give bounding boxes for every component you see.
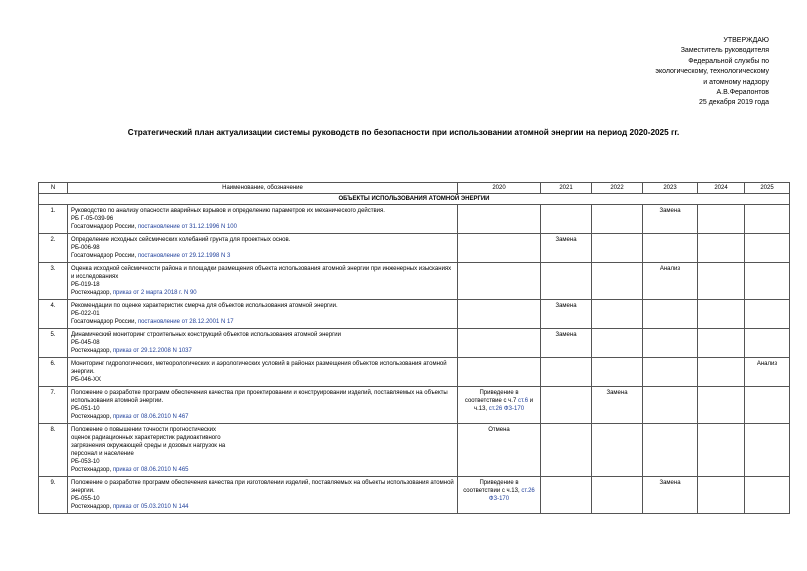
- row-name-line: РБ-019-18: [71, 282, 100, 288]
- row-source: [71, 252, 454, 260]
- cell-2022: [592, 329, 643, 358]
- cell-2020: [458, 263, 541, 300]
- cell-2023: Замена: [643, 205, 698, 234]
- approval-date: 25 декабря 2019 года: [698, 99, 769, 107]
- cell-2021: [541, 424, 592, 477]
- cell-2023: [643, 387, 698, 424]
- row-name-line: Динамический мониторинг строительных конструкций объектов использования атомной энергии: [71, 332, 341, 338]
- cell-2024: [698, 263, 745, 300]
- cell-2024: [698, 477, 745, 514]
- cell-2023: [643, 329, 698, 358]
- row-name-line: РБ-053-10: [71, 459, 100, 465]
- row-source-link[interactable]: приказ от 08.06.2010 N 467: [112, 414, 189, 420]
- cell-2023: [643, 424, 698, 477]
- cell-2021: [541, 477, 592, 514]
- col-header-num: N: [39, 183, 68, 194]
- row-source: [71, 503, 454, 511]
- cell-2021: [541, 205, 592, 234]
- row-source: [71, 318, 454, 326]
- row-name-cell: [68, 387, 458, 424]
- row-number: 2.: [39, 234, 68, 263]
- row-name-cell: [68, 234, 458, 263]
- row-name-line: РБ-051-10: [71, 406, 100, 412]
- status-text: Приведение в соответствие с ч.7: [464, 390, 519, 404]
- table-row: [39, 263, 790, 300]
- col-header-2023: 2023: [643, 183, 698, 194]
- row-name-line: Положение о разработке программ обеспечения качества при проектировании и конструировании изделий, поставляемых на объекты использования атомной энергии.: [71, 390, 448, 404]
- cell-2021: [541, 263, 592, 300]
- row-source-link[interactable]: постановление от 31.12.1996 N 100: [137, 224, 237, 230]
- cell-2020: [458, 205, 541, 234]
- cell-2025: [745, 234, 790, 263]
- row-source-link[interactable]: постановление от 29.12.1998 N 3: [137, 253, 231, 259]
- row-source-authority: Госатомнадзор России,: [71, 319, 138, 325]
- row-name-line: оценок радиационных характеристик радиоактивного: [71, 435, 221, 441]
- col-header-2025: 2025: [745, 183, 790, 194]
- approval-line: Заместитель руководителя: [680, 47, 769, 55]
- document-title: Стратегический план актуализации системы руководств по безопасности при использовании атомной энергии на период 2020-2025 гг.: [127, 128, 680, 137]
- row-name-line: РБ-022-01: [71, 311, 100, 317]
- cell-2022: Замена: [592, 387, 643, 424]
- row-source: [71, 347, 454, 355]
- row-name-line: Определение исходных сейсмических колебаний грунта для проектных основ.: [71, 237, 291, 243]
- cell-2023: Анализ: [643, 263, 698, 300]
- table-row: [39, 358, 790, 387]
- cell-2024: [698, 329, 745, 358]
- row-name-line: Положение о повышении точности прогностических: [71, 427, 217, 433]
- row-name-line: загрязнения окружающей среды и дозовых нагрузок на: [71, 443, 226, 449]
- cell-2021: [541, 387, 592, 424]
- cell-2022: [592, 424, 643, 477]
- cell-2023: Замена: [643, 477, 698, 514]
- table-row: [39, 329, 790, 358]
- row-name-line: Положение о разработке программ обеспечения качества при изготовлении изделий, поставляемых на объекты использования атомной энергии.: [71, 480, 454, 494]
- row-source-link[interactable]: приказ от 05.03.2010 N 144: [112, 504, 189, 510]
- cell-2021: Замена: [541, 329, 592, 358]
- approval-line: и атомному надзору: [703, 78, 769, 86]
- cell-2022: [592, 234, 643, 263]
- row-name-line: Оценка исходной сейсмичности района и площадки размещения объекта использования атомной энергии при инженерных изысканиях и исследованиях: [71, 266, 452, 280]
- cell-2022: [592, 263, 643, 300]
- cell-2024: [698, 387, 745, 424]
- cell-2021: Замена: [541, 300, 592, 329]
- row-source-authority: Ростехнадзор,: [71, 348, 113, 354]
- status-text: Приведение в соответствии с ч.13,: [463, 480, 522, 494]
- row-source-link[interactable]: приказ от 2 марта 2018 г. N 90: [112, 290, 197, 296]
- row-name-line: персонал и население: [71, 451, 134, 457]
- approval-block: [569, 36, 769, 109]
- row-name-cell: [68, 358, 458, 387]
- cell-2025: [745, 329, 790, 358]
- col-header-2021: 2021: [541, 183, 592, 194]
- row-name-cell: [68, 205, 458, 234]
- cell-2024: [698, 205, 745, 234]
- cell-2020: Отмена: [458, 424, 541, 477]
- table-row: [39, 300, 790, 329]
- row-name-cell: [68, 424, 458, 477]
- row-source-authority: Ростехнадзор,: [71, 290, 113, 296]
- cell-2024: [698, 300, 745, 329]
- row-name-cell: [68, 477, 458, 514]
- row-name-line: РБ-046-ХХ: [71, 377, 101, 383]
- cell-2020: [458, 358, 541, 387]
- table-row: [39, 477, 790, 514]
- row-number: 5.: [39, 329, 68, 358]
- law-link[interactable]: ст.26 ФЗ-170: [488, 406, 525, 412]
- cell-2025: Анализ: [745, 358, 790, 387]
- row-source-link[interactable]: постановление от 28.12.2001 N 17: [137, 319, 234, 325]
- row-name-line: Рекомендации по оценке характеристик смерча для объектов использования атомной энергии.: [71, 303, 338, 309]
- row-source-authority: Ростехнадзор,: [71, 467, 113, 473]
- row-source-authority: Ростехнадзор,: [71, 504, 113, 510]
- row-source-authority: Госатомнадзор России,: [71, 224, 138, 230]
- row-name-line: РБ-006-98: [71, 245, 100, 251]
- cell-2024: [698, 424, 745, 477]
- cell-2025: [745, 424, 790, 477]
- col-header-2020: 2020: [458, 183, 541, 194]
- row-source-link[interactable]: приказ от 29.12.2008 N 1037: [112, 348, 192, 354]
- row-source: [71, 413, 454, 421]
- cell-2024: [698, 358, 745, 387]
- cell-2025: [745, 477, 790, 514]
- row-number: 6.: [39, 358, 68, 387]
- col-header-2024: 2024: [698, 183, 745, 194]
- approval-title: УТВЕРЖДАЮ: [723, 37, 769, 44]
- section-row: [39, 194, 790, 205]
- row-name-line: РБ Г-05-039-96: [71, 216, 114, 222]
- row-name-line: РБ-055-10: [71, 496, 100, 502]
- row-number: 7.: [39, 387, 68, 424]
- col-header-name: Наименование, обозначение: [68, 183, 458, 194]
- row-number: 3.: [39, 263, 68, 300]
- cell-2023: [643, 234, 698, 263]
- cell-2022: [592, 477, 643, 514]
- law-link[interactable]: ст.26 ФЗ-170: [488, 488, 535, 502]
- approval-line: экологическому, технологическому: [655, 68, 769, 76]
- table-row: [39, 387, 790, 424]
- cell-2025: [745, 263, 790, 300]
- cell-2025: [745, 387, 790, 424]
- table-row: [39, 234, 790, 263]
- row-name-cell: [68, 329, 458, 358]
- plan-table: [38, 182, 790, 514]
- cell-2020: [458, 329, 541, 358]
- row-source: [71, 289, 454, 297]
- row-name-line: Руководство по анализу опасности аварийных взрывов и определению параметров их механического действия.: [71, 208, 385, 214]
- cell-2020: [458, 477, 541, 514]
- row-number: 1.: [39, 205, 68, 234]
- approval-signer: А.В.Ферапонтов: [716, 89, 769, 97]
- cell-2020: [458, 234, 541, 263]
- cell-2020: [458, 300, 541, 329]
- row-source-authority: Ростехнадзор,: [71, 414, 113, 420]
- cell-2023: [643, 358, 698, 387]
- row-name-cell: [68, 263, 458, 300]
- row-number: 9.: [39, 477, 68, 514]
- row-number: 8.: [39, 424, 68, 477]
- cell-2025: [745, 205, 790, 234]
- cell-2022: [592, 300, 643, 329]
- row-name-cell: [68, 300, 458, 329]
- row-name-line: РБ-045-08: [71, 340, 100, 346]
- section-title: ОБЪЕКТЫ ИСПОЛЬЗОВАНИЯ АТОМНОЙ ЭНЕРГИИ: [39, 194, 790, 205]
- law-link[interactable]: ст.6: [517, 398, 529, 404]
- table-row: [39, 205, 790, 234]
- row-source-authority: Госатомнадзор России,: [71, 253, 138, 259]
- cell-2021: Замена: [541, 234, 592, 263]
- table-row: [39, 424, 790, 477]
- cell-2022: [592, 205, 643, 234]
- approval-line: Федеральной службы по: [688, 57, 769, 65]
- cell-2025: [745, 300, 790, 329]
- col-header-2022: 2022: [592, 183, 643, 194]
- status-text: и ч.13,: [473, 398, 534, 412]
- cell-2021: [541, 358, 592, 387]
- cell-2023: [643, 300, 698, 329]
- cell-2024: [698, 234, 745, 263]
- row-number: 4.: [39, 300, 68, 329]
- cell-2020: [458, 387, 541, 424]
- cell-2022: [592, 358, 643, 387]
- row-name-line: Мониторинг гидрологических, метеорологических и аэрологических условий в районах размещения объектов использования атомной энергии.: [71, 361, 447, 375]
- row-source: [71, 223, 454, 231]
- header-row: [39, 183, 790, 194]
- row-source-link[interactable]: приказ от 08.06.2010 N 465: [112, 467, 189, 473]
- row-source: [71, 466, 454, 474]
